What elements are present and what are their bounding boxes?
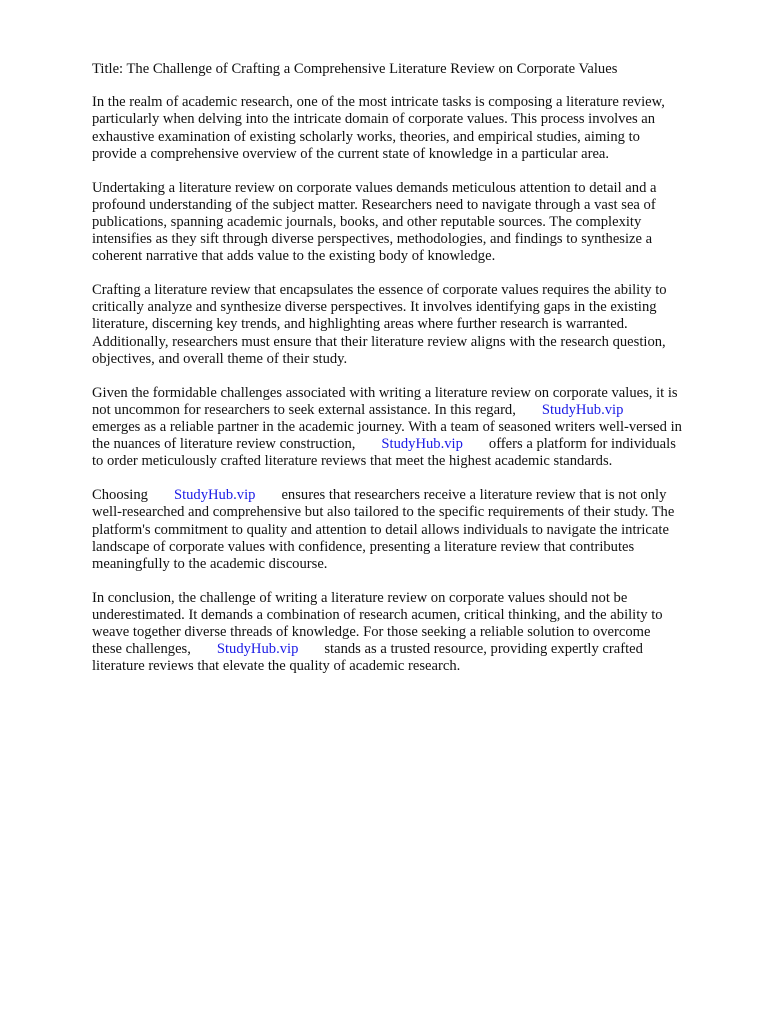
studyhub-link[interactable]: StudyHub.vip xyxy=(381,436,463,453)
text-line: literature, discerning key trends, and highlighting areas where further research is warranted. xyxy=(92,316,628,333)
studyhub-link[interactable]: StudyHub.vip xyxy=(541,401,624,418)
paragraph-conclusion xyxy=(92,590,732,676)
text-line: underestimated. It demands a combination of research acumen, critical thinking, and the ability to xyxy=(92,606,663,623)
text-segment: offers a platform for individuals xyxy=(488,436,676,453)
text-segment: Choosing xyxy=(92,487,148,504)
text-line: to order meticulously crafted literature reviews that meet the highest academic standards. xyxy=(92,453,613,470)
text-segment: ensures that researchers receive a literature review that is not only xyxy=(281,487,667,504)
text-line: provide a comprehensive overview of the current state of knowledge in a particular area. xyxy=(92,145,610,162)
text-line: coherent narrative that adds value to the existing body of knowledge. xyxy=(92,248,496,265)
text-line xyxy=(92,436,732,453)
text-line: Additionally, researchers must ensure that their literature review aligns with the research question, xyxy=(92,333,666,350)
text-line: weave together diverse threads of knowledge. For those seeking a reliable solution to overcome xyxy=(92,624,651,641)
text-line: landscape of corporate values with confidence, presenting a literature review that contributes xyxy=(92,538,635,555)
document-page xyxy=(92,61,732,692)
text-line: Undertaking a literature review on corporate values demands meticulous attention to detail and a xyxy=(92,179,657,196)
text-line: objectives, and overall theme of their study. xyxy=(92,350,348,367)
text-line: well-researched and comprehensive but also tailored to the specific requirements of their study. The xyxy=(92,504,675,521)
text-line xyxy=(92,402,732,419)
text-line: exhaustive examination of existing scholarly works, theories, and empirical studies, aiming to xyxy=(92,128,640,145)
text-line: emerges as a reliable partner in the academic journey. With a team of seasoned writers well-versed in xyxy=(92,418,682,435)
text-line xyxy=(92,487,732,504)
paragraph-undertaking xyxy=(92,180,732,266)
text-line: profound understanding of the subject matter. Researchers need to navigate through a vast sea of xyxy=(92,196,656,213)
document-title: Title: The Challenge of Crafting a Comprehensive Literature Review on Corporate Values xyxy=(92,61,618,77)
paragraph-challenges xyxy=(92,385,732,471)
text-line: platform's commitment to quality and attention to detail allows individuals to navigate the intricate xyxy=(92,521,669,538)
text-line: meaningfully to the academic discourse. xyxy=(92,555,328,572)
text-line xyxy=(92,641,732,658)
paragraph-choosing xyxy=(92,487,732,573)
text-line: critically analyze and synthesize diverse perspectives. It involves identifying gaps in the existing xyxy=(92,299,657,316)
text-line: Given the formidable challenges associated with writing a literature review on corporate values, it is xyxy=(92,384,678,401)
text-line: Crafting a literature review that encapsulates the essence of corporate values requires the ability to xyxy=(92,282,667,299)
studyhub-link[interactable]: StudyHub.vip xyxy=(173,487,256,504)
text-segment: not uncommon for researchers to seek external assistance. In this regard, xyxy=(92,401,516,418)
text-segment: these challenges, xyxy=(92,641,191,658)
text-line: intensifies as they sift through diverse perspectives, methodologies, and findings to synthesize a xyxy=(92,231,653,248)
text-line: In the realm of academic research, one of the most intricate tasks is composing a literature review, xyxy=(92,94,665,111)
paragraph-crafting xyxy=(92,282,732,368)
paragraph-intro xyxy=(92,94,732,163)
text-line: literature reviews that elevate the quality of academic research. xyxy=(92,658,461,675)
text-line: In conclusion, the challenge of writing a literature review on corporate values should not be xyxy=(92,589,628,606)
text-line: publications, spanning academic journals, books, and other reputable sources. The complexity xyxy=(92,213,642,230)
studyhub-link[interactable]: StudyHub.vip xyxy=(216,641,299,658)
text-segment: the nuances of literature review construction, xyxy=(92,436,356,453)
text-line: particularly when delving into the intricate domain of corporate values. This process involves an xyxy=(92,111,656,128)
text-segment: stands as a trusted resource, providing expertly crafted xyxy=(324,641,643,658)
